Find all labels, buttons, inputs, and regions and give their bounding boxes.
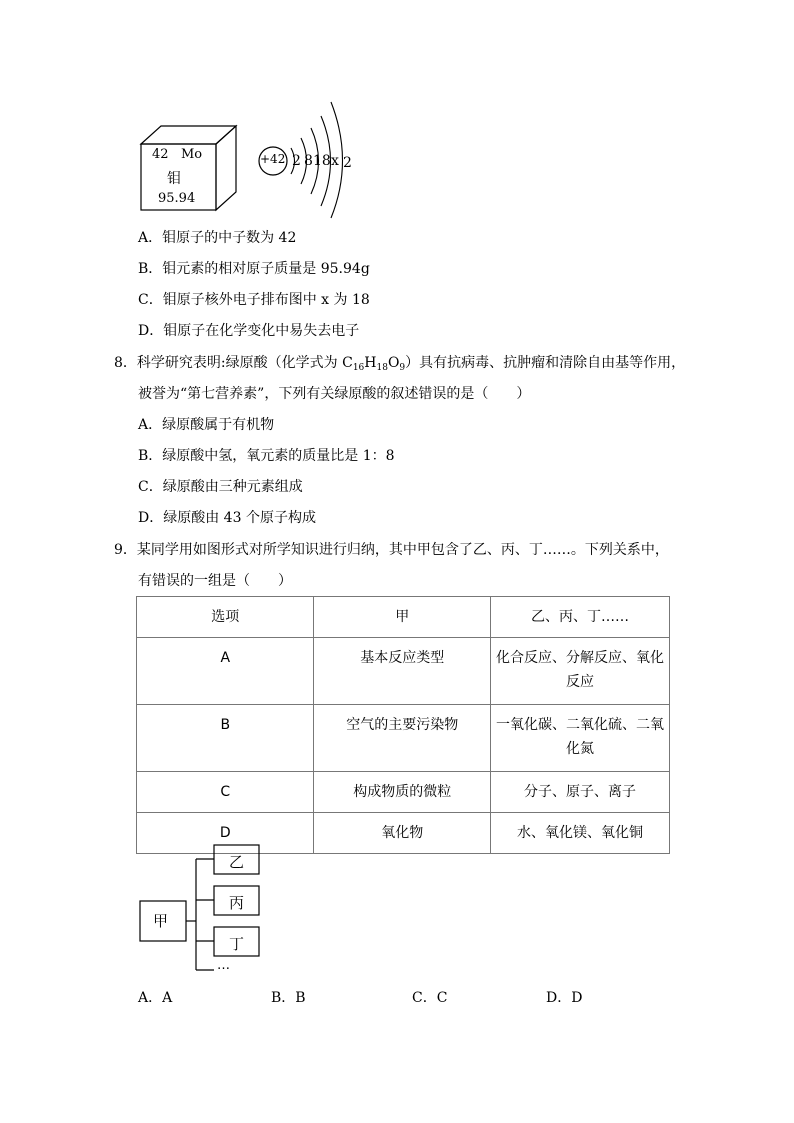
- q7-option-a: A．钼原子的中子数为 42: [138, 230, 297, 246]
- q8-formula-o: O: [387, 355, 400, 371]
- row-a-jia: 基本反应类型: [314, 638, 491, 705]
- q8-formula-sub-o: 9: [399, 363, 406, 373]
- shell-3: 18: [313, 153, 331, 169]
- row-d-members: 水、氧化镁、氧化铜: [491, 813, 670, 854]
- row-a-option: A: [137, 638, 314, 705]
- header-jia: 甲: [314, 597, 491, 638]
- q9-stem-line1: [114, 540, 669, 560]
- q8-option-d: D．绿原酸由 43 个原子构成: [138, 510, 316, 526]
- tree-root-label: 甲: [153, 912, 169, 930]
- q7-option-d: D．钼原子在化学变化中易失去电子: [138, 323, 360, 339]
- element-symbol: Mo: [181, 147, 203, 162]
- q8-stem-line2: 被誉为“第七营养素”，下列有关绿原酸的叙述错误的是（ ）: [138, 386, 531, 402]
- classification-tree-diagram: [138, 843, 264, 975]
- element-mass: 95.94: [158, 191, 196, 206]
- q8-stem-line1: [114, 353, 685, 373]
- q7-option-c: C．钼原子核外电子排布图中 x 为 18: [138, 292, 370, 308]
- tree-child-3: 丁: [229, 935, 245, 953]
- q9-answer-c: C．C: [412, 990, 448, 1006]
- q8-formula-sub-h: 18: [376, 363, 388, 373]
- row-c-jia: 构成物质的微粒: [314, 772, 491, 813]
- q9-stem-text: 某同学用如图形式对所学知识进行归纳，其中甲包含了乙、丙、丁……。下列关系中，: [136, 542, 669, 558]
- q9-stem-line2: 有错误的一组是（ ）: [138, 573, 292, 589]
- row-b-members: 一氧化碳、二氧化硫、二氧化氮: [491, 705, 670, 772]
- tree-child-1: 乙: [229, 853, 245, 871]
- row-b-jia: 空气的主要污染物: [314, 705, 491, 772]
- shell-5: 2: [343, 155, 352, 171]
- row-a-members: 化合反应、分解反应、氧化反应: [491, 638, 670, 705]
- q9-answer-d: D．D: [546, 990, 583, 1006]
- q8-formula-h: H: [364, 355, 377, 371]
- q8-formula-sub-c: 16: [352, 363, 365, 373]
- row-c-option: C: [137, 772, 314, 813]
- element-name: 钼: [167, 171, 181, 187]
- q7-option-b: B．钼元素的相对原子质量是 95.94g: [138, 261, 370, 277]
- atom-nucleus-charge: +42: [260, 152, 286, 166]
- q9-table: [136, 596, 670, 854]
- table-row: [137, 705, 670, 772]
- tree-ellipsis: …: [217, 958, 230, 973]
- q9-answer-b: B．B: [271, 990, 306, 1006]
- q9-number: 9．: [114, 542, 137, 558]
- q8-option-c: C．绿原酸由三种元素组成: [138, 479, 303, 495]
- shell-2: 8: [304, 153, 313, 169]
- header-members: 乙、丙、丁……: [491, 597, 670, 638]
- element-number: 42: [152, 147, 169, 162]
- table-row: [137, 638, 670, 705]
- tree-child-2: 丙: [229, 894, 245, 912]
- row-d-jia: 氧化物: [314, 813, 491, 854]
- shell-1: 2: [292, 153, 301, 169]
- table-row: [137, 772, 670, 813]
- shell-4: x: [331, 153, 339, 169]
- q8-number: 8．: [114, 355, 137, 371]
- q8-option-b: B．绿原酸中氢，氧元素的质量比是 1：8: [138, 448, 395, 464]
- table-header-row: [137, 597, 670, 638]
- q8-stem-part1: 科学研究表明:绿原酸（化学式为 C: [136, 355, 353, 371]
- row-c-members: 分子、原子、离子: [491, 772, 670, 813]
- q9-answer-a: A．A: [138, 990, 173, 1006]
- q8-stem-part2: ）具有抗病毒、抗肿瘤和清除自由基等作用，: [405, 355, 686, 371]
- q8-option-a: A．绿原酸属于有机物: [138, 417, 275, 433]
- header-option: 选项: [137, 597, 314, 638]
- row-d-option: D: [137, 813, 314, 854]
- row-b-option: B: [137, 705, 314, 772]
